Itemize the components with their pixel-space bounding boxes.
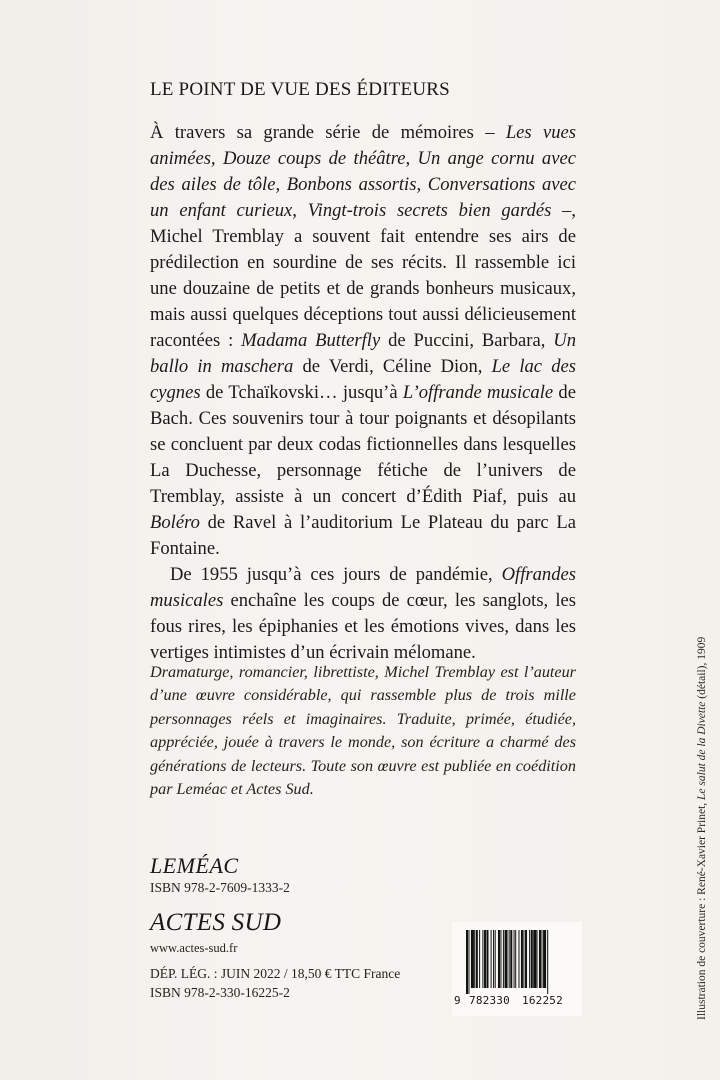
barcode-bar [515, 930, 516, 988]
barcode-bar [482, 930, 483, 988]
author-bio-text: Dramaturge, romancier, librettiste, Michel Tremblay est l’auteur d’une œuvre considérable, qui rassemble plus de trois mille personnages réels et imaginaires. Traduite, primée, étudiée, appréciée, jouée à travers le monde, son écriture a charmé des générations de lecteurs. Toute son œuvre est publiée en coédition par Leméac et Actes Sud. [150, 663, 576, 799]
barcode-digits-left: 782330 [469, 994, 510, 1007]
text-run: À travers sa grande série de mémoires – [150, 122, 506, 143]
text-run: De 1955 jusqu’à ces jours de pandémie, [170, 564, 502, 585]
cover-illustration-credit [696, 637, 708, 1020]
barcode-bar [498, 930, 500, 988]
barcode-bar [505, 930, 508, 988]
barcode-bar [479, 930, 480, 988]
barcode-bar [547, 930, 548, 994]
section-heading: LE POINT DE VUE DES ÉDITEURS [150, 79, 450, 100]
text-run: enchaîne les coups de cœur, les sanglots, les fous rires, les épiphanies et les émotions vives, dans les vertiges intimistes d’un écrivain mélomane. [150, 590, 576, 663]
barcode-bar [541, 930, 542, 988]
publisher-url: www.actes-sud.fr [150, 941, 238, 955]
barcode-bar [529, 930, 530, 988]
barcode-bar [484, 930, 486, 988]
barcode-bar [500, 930, 501, 988]
barcode-bar [471, 930, 474, 988]
barcode-bar [525, 930, 527, 988]
barcode-bar [537, 930, 538, 988]
italic-titles: Les vues animées, Douze coups de théâtre, Un ange cornu avec des ailes de tôle, Bonbons assortis, Conversations avec un enfant curieux, Vingt-trois secrets bien gardés [150, 122, 576, 221]
text-run: de Bach. Ces souvenirs tour à tour poignants et désopilants se concluent par deux codas fictionnelles dans lesquelles La Duchesse, personnage fétiche de l’univers de Tremblay, assiste à un concert d’Édith Piaf, puis au [150, 382, 576, 507]
author-bio [150, 661, 576, 801]
barcode-bar [493, 930, 494, 988]
credit-suffix: (détail), 1909 [696, 636, 708, 702]
publisher-actes-sud-logo: ACTES SUD [150, 909, 282, 936]
blurb [150, 120, 576, 666]
legal-deposit-price: DÉP. LÉG. : JUIN 2022 / 18,50 € TTC France [150, 966, 401, 981]
barcode-bar [474, 930, 475, 988]
credit-title: Le salut de la Divette [696, 701, 708, 800]
barcode-bar [543, 930, 546, 988]
barcode-bar [531, 930, 533, 988]
barcode-bars [460, 930, 574, 996]
italic-title: Offrandes musicales [150, 564, 576, 611]
italic-title: Boléro [150, 512, 200, 533]
text-run: de Verdi, Céline Dion, [293, 356, 492, 377]
isbn-lemeac: ISBN 978-2-7609-1333-2 [150, 880, 290, 895]
barcode-bar [518, 930, 519, 988]
italic-title: Madama Butterfly [241, 330, 381, 351]
text-run: de Puccini, Barbara, [380, 330, 554, 351]
barcode-digits-right: 162252 [522, 994, 563, 1007]
barcode-bar [503, 930, 504, 988]
barcode-digit-first: 9 [454, 994, 461, 1007]
barcode-bar [509, 930, 510, 988]
barcode-bar [468, 930, 469, 994]
barcode-bar [487, 930, 489, 988]
italic-title: L’offrande musicale [402, 382, 554, 403]
credit-prefix: Illustration de couverture : René-Xavier Prinet, [696, 799, 708, 1020]
barcode-bar [491, 930, 492, 988]
blurb-paragraph-2 [150, 562, 576, 666]
italic-title: Un ballo in maschera [150, 330, 576, 377]
barcode-bar [533, 930, 536, 988]
legal-info [150, 964, 400, 1002]
barcode-bar [521, 930, 523, 988]
barcode-bar [523, 930, 524, 988]
barcode-bar [510, 930, 512, 988]
text-run: –, Michel Tremblay a souvent fait entendre ses airs de prédilection en sourdine de ses récits. Il rassemble ici une douzaine de petits et de grands bonheurs musicaux, mais aussi quelques déceptions tout aussi délicieusement racontées : [150, 200, 576, 351]
barcode-bar [466, 930, 468, 994]
barcode-bar [539, 930, 541, 988]
publisher-lemeac-logo: LEMÉAC [150, 853, 239, 878]
blurb-paragraph-1 [150, 120, 576, 562]
italic-title: Le lac des cygnes [150, 356, 576, 403]
isbn-actes-sud: ISBN 978-2-330-16225-2 [150, 985, 290, 1000]
barcode-bar [495, 930, 496, 988]
text-run: de Tchaïkovski… jusqu’à [200, 382, 403, 403]
barcode-bar [476, 930, 478, 988]
barcode-bar [514, 930, 515, 988]
text-run: de Ravel à l’auditorium Le Plateau du parc La Fontaine. [150, 512, 576, 559]
barcode [452, 922, 582, 1016]
